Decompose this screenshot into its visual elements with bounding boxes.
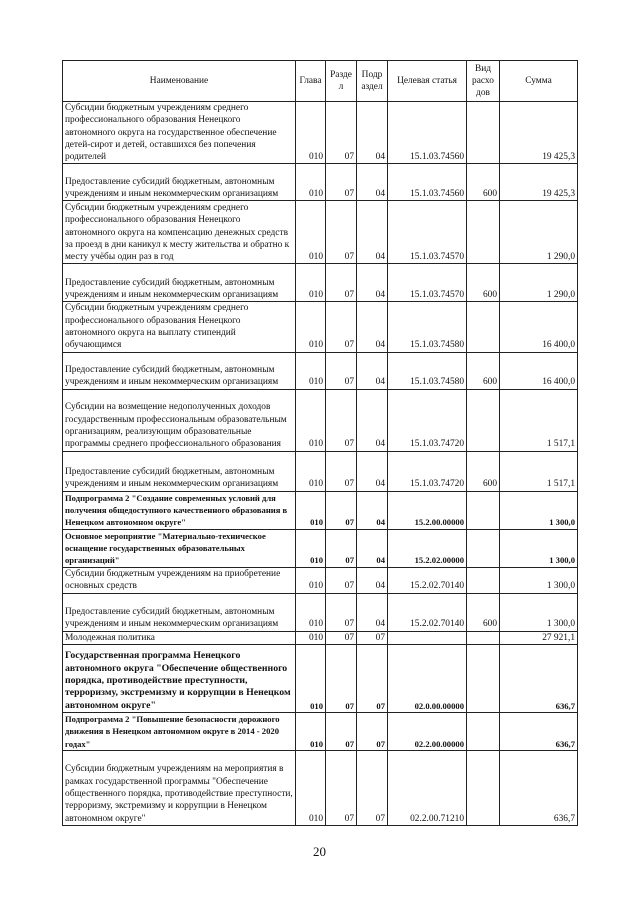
row-podrazdel: 07 <box>357 631 388 644</box>
row-glava: 010 <box>296 567 326 593</box>
row-target: 15.2.00.00000 <box>388 491 467 529</box>
row-target: 15.1.03.74570 <box>388 264 467 302</box>
table-row <box>63 389 578 451</box>
row-target: 15.1.03.74720 <box>388 389 467 451</box>
row-sum: 16 400,0 <box>500 302 578 352</box>
row-podrazdel: 04 <box>357 593 388 631</box>
table-row <box>63 631 578 644</box>
header-name: Наименование <box>63 61 296 102</box>
row-glava: 010 <box>296 389 326 451</box>
table-row <box>63 102 578 164</box>
row-target: 15.1.03.74580 <box>388 352 467 389</box>
row-name: Предоставление субсидий бюджетным, автономным учреждениям и иным некоммерческим организациям <box>63 352 296 389</box>
table-row <box>63 750 578 825</box>
row-target: 15.1.03.74560 <box>388 102 467 164</box>
row-sum: 1 300,0 <box>500 593 578 631</box>
row-glava: 010 <box>296 750 326 825</box>
row-target: 15.1.03.74560 <box>388 164 467 201</box>
table-row <box>63 201 578 264</box>
row-target: 02.2.00.71210 <box>388 750 467 825</box>
row-name: Субсидии бюджетным учреждениям на мероприятия в рамках государственной программы "Обеспечение общественного порядка, противодействие преступности, терроризму, экстремизму и коррупции в Ненецком автономном округе" <box>63 750 296 825</box>
row-razdel: 07 <box>326 529 357 567</box>
row-name: Субсидии на возмещение недополученных доходов государственным профессиональным образовательным организациям, реализующим образовательные программы среднего профессионального образования <box>63 389 296 451</box>
row-target: 02.2.00.00000 <box>388 712 467 750</box>
row-vid <box>467 644 500 712</box>
table-row <box>63 644 578 712</box>
row-glava: 010 <box>296 593 326 631</box>
row-podrazdel: 04 <box>357 264 388 302</box>
row-target: 15.1.03.74570 <box>388 201 467 264</box>
row-target: 15.2.02.00000 <box>388 529 467 567</box>
row-podrazdel: 04 <box>357 164 388 201</box>
row-glava: 010 <box>296 352 326 389</box>
row-razdel: 07 <box>326 201 357 264</box>
row-razdel: 07 <box>326 750 357 825</box>
row-name: Субсидии бюджетным учреждениям среднего профессионального образования Ненецкого автономного округа на государственное обеспечение детей-сирот и детей, оставшихся без попечения родителей <box>63 102 296 164</box>
header-vid: Вид расхо дов <box>467 61 500 102</box>
table-row <box>63 712 578 750</box>
row-sum: 1 300,0 <box>500 529 578 567</box>
row-target: 15.1.03.74720 <box>388 451 467 491</box>
row-vid <box>467 529 500 567</box>
row-vid <box>467 631 500 644</box>
row-podrazdel: 04 <box>357 302 388 352</box>
table-row <box>63 593 578 631</box>
row-name: Подпрограмма 2 "Создание современных условий для получения общедоступного качественного образования в Ненецком автономном округе" <box>63 491 296 529</box>
row-target: 15.1.03.74580 <box>388 302 467 352</box>
row-name: Предоставление субсидий бюджетным, автономным учреждениям и иным некоммерческим организациям <box>63 264 296 302</box>
row-sum: 27 921,1 <box>500 631 578 644</box>
row-glava: 010 <box>296 264 326 302</box>
row-sum: 1 290,0 <box>500 264 578 302</box>
row-vid <box>467 102 500 164</box>
row-vid <box>467 389 500 451</box>
row-sum: 636,7 <box>500 712 578 750</box>
table-header-row <box>63 61 578 102</box>
row-razdel: 07 <box>326 644 357 712</box>
header-razdel: Разде л <box>326 61 357 102</box>
row-razdel: 07 <box>326 491 357 529</box>
row-glava: 010 <box>296 491 326 529</box>
row-sum: 636,7 <box>500 750 578 825</box>
row-razdel: 07 <box>326 712 357 750</box>
table-row <box>63 567 578 593</box>
row-podrazdel: 04 <box>357 491 388 529</box>
table-row <box>63 302 578 352</box>
row-glava: 010 <box>296 529 326 567</box>
row-name: Предоставление субсидий бюджетным, автономным учреждениям и иным некоммерческим организациям <box>63 451 296 491</box>
row-sum: 1 300,0 <box>500 491 578 529</box>
table-row <box>63 451 578 491</box>
row-name: Субсидии бюджетным учреждениям среднего профессионального образования Ненецкого автономного округа на выплату стипендий обучающимся <box>63 302 296 352</box>
row-podrazdel: 04 <box>357 389 388 451</box>
row-name: Предоставление субсидий бюджетным, автономным учреждениям и иным некоммерческим организациям <box>63 593 296 631</box>
row-target: 15.2.02.70140 <box>388 593 467 631</box>
row-razdel: 07 <box>326 389 357 451</box>
header-podrazdel: Подр аздел <box>357 61 388 102</box>
row-sum: 1 290,0 <box>500 201 578 264</box>
row-name: Субсидии бюджетным учреждениям на приобретение основных средств <box>63 567 296 593</box>
page-number: 20 <box>313 844 326 859</box>
row-target: 02.0.00.00000 <box>388 644 467 712</box>
row-glava: 010 <box>296 451 326 491</box>
row-target <box>388 631 467 644</box>
row-razdel: 07 <box>326 451 357 491</box>
header-target: Целевая статья <box>388 61 467 102</box>
row-razdel: 07 <box>326 102 357 164</box>
row-target: 15.2.02.70140 <box>388 567 467 593</box>
row-vid: 600 <box>467 451 500 491</box>
header-sum: Сумма <box>500 61 578 102</box>
row-glava: 010 <box>296 164 326 201</box>
row-sum: 1 517,1 <box>500 451 578 491</box>
row-podrazdel: 04 <box>357 567 388 593</box>
row-vid: 600 <box>467 593 500 631</box>
row-vid: 600 <box>467 264 500 302</box>
row-podrazdel: 04 <box>357 451 388 491</box>
row-glava: 010 <box>296 102 326 164</box>
row-vid <box>467 491 500 529</box>
row-sum: 1 517,1 <box>500 389 578 451</box>
row-name: Основное мероприятие "Материально-техническое оснащение государственных образовательных организаций" <box>63 529 296 567</box>
row-podrazdel: 07 <box>357 750 388 825</box>
row-podrazdel: 04 <box>357 352 388 389</box>
row-razdel: 07 <box>326 352 357 389</box>
table-row <box>63 352 578 389</box>
row-name: Подпрограмма 2 "Повышение безопасности дорожного движения в Ненецком автономном округе в 2014 - 2020 годах" <box>63 712 296 750</box>
table-row <box>63 529 578 567</box>
row-vid <box>467 201 500 264</box>
row-glava: 010 <box>296 201 326 264</box>
row-podrazdel: 07 <box>357 644 388 712</box>
row-glava: 010 <box>296 631 326 644</box>
row-podrazdel: 04 <box>357 529 388 567</box>
row-vid <box>467 712 500 750</box>
row-razdel: 07 <box>326 567 357 593</box>
row-vid: 600 <box>467 352 500 389</box>
row-sum: 636,7 <box>500 644 578 712</box>
row-razdel: 07 <box>326 302 357 352</box>
budget-table <box>62 60 578 826</box>
row-vid <box>467 567 500 593</box>
row-podrazdel: 04 <box>357 201 388 264</box>
row-podrazdel: 04 <box>357 102 388 164</box>
header-glava: Глава <box>296 61 326 102</box>
table-row <box>63 164 578 201</box>
row-vid <box>467 302 500 352</box>
row-vid <box>467 750 500 825</box>
row-razdel: 07 <box>326 264 357 302</box>
row-name: Субсидии бюджетным учреждениям среднего профессионального образования Ненецкого автономного округа на компенсацию денежных средств за проезд в дни каникул к месту жительства и обратно к месту учёбы один раз в год <box>63 201 296 264</box>
row-name: Молодежная политика <box>63 631 296 644</box>
row-name: Государственная программа Ненецкого автономного округа "Обеспечение общественного порядка, противодействие преступности, терроризму, экстремизму и коррупции в Ненецком автономном округе" <box>63 644 296 712</box>
row-razdel: 07 <box>326 593 357 631</box>
row-name: Предоставление субсидий бюджетным, автономным учреждениям и иным некоммерческим организациям <box>63 164 296 201</box>
table-row <box>63 491 578 529</box>
row-sum: 1 300,0 <box>500 567 578 593</box>
row-razdel: 07 <box>326 164 357 201</box>
row-vid: 600 <box>467 164 500 201</box>
row-razdel: 07 <box>326 631 357 644</box>
row-glava: 010 <box>296 644 326 712</box>
row-sum: 19 425,3 <box>500 164 578 201</box>
row-glava: 010 <box>296 712 326 750</box>
row-podrazdel: 07 <box>357 712 388 750</box>
table-row <box>63 264 578 302</box>
row-sum: 16 400,0 <box>500 352 578 389</box>
row-sum: 19 425,3 <box>500 102 578 164</box>
row-glava: 010 <box>296 302 326 352</box>
